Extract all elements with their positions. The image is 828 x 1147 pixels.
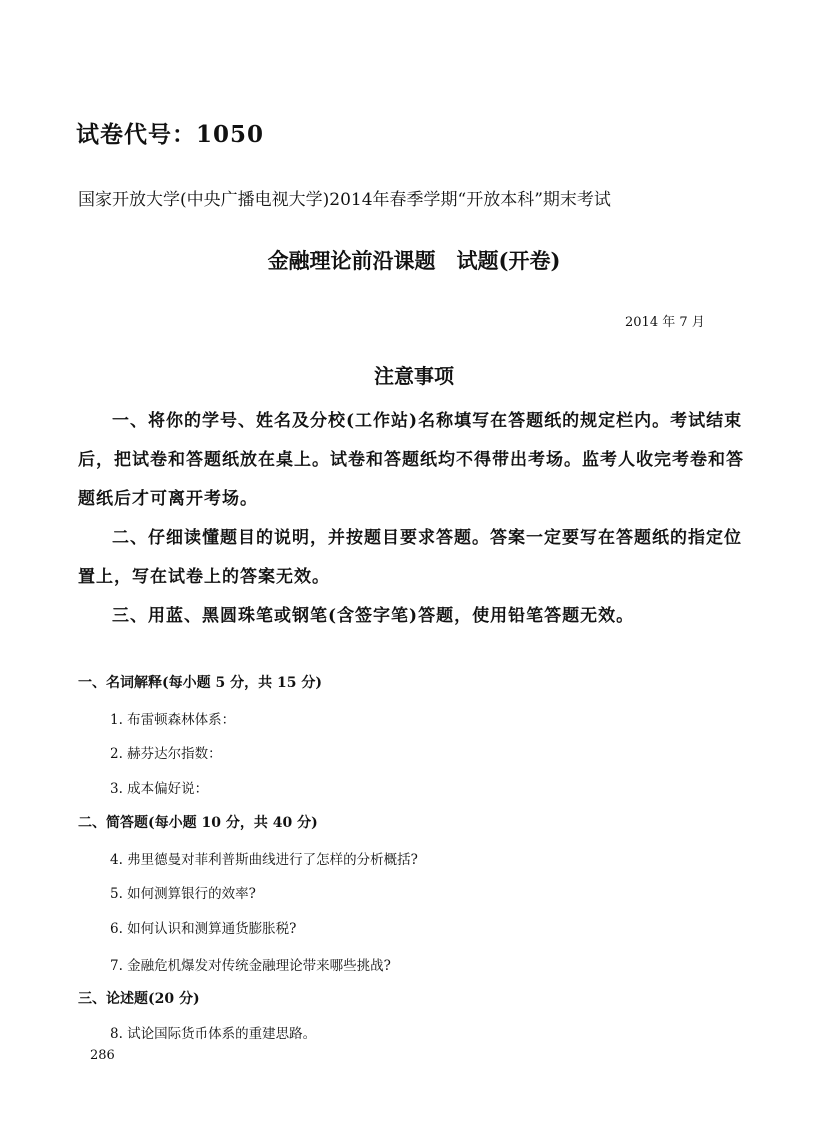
exam-code: 试卷代号：1050	[76, 121, 265, 148]
section-heading-terms: 一、名词解释(每小题 5 分，共 15 分)	[78, 675, 322, 691]
question-5: 5. 如何测算银行的效率?	[110, 886, 256, 902]
exam-title: 金融理论前沿课题 试题(开卷)	[267, 248, 561, 273]
question-4: 4. 弗里德曼对菲利普斯曲线进行了怎样的分析概括?	[110, 852, 418, 868]
exam-date: 2014 年 7 月	[625, 315, 705, 330]
section-heading-short-answer: 二、简答题(每小题 10 分，共 40 分)	[78, 815, 318, 831]
question-6: 6. 如何认识和测算通货膨胀税?	[110, 921, 297, 937]
question-1: 1. 布雷顿森林体系：	[110, 712, 236, 728]
page-number: 286	[90, 1048, 115, 1063]
question-3: 3. 成本偏好说：	[110, 781, 209, 797]
question-2: 2. 赫芬达尔指数：	[110, 746, 222, 762]
question-7: 7. 金融危机爆发对传统金融理论带来哪些挑战?	[110, 958, 391, 974]
question-8: 8. 试论国际货币体系的重建思路。	[110, 1026, 317, 1042]
notice-heading: 注意事项	[374, 364, 454, 388]
notice-item-2: 二、仔细读懂题目的说明，并按题目要求答题。答案一定要写在答题纸的指定位置上，写在试卷上的答案无效。	[78, 528, 742, 587]
notice-item-1: 一、将你的学号、姓名及分校(工作站)名称填写在答题纸的规定栏内。考试结束后，把试卷和答题纸放在桌上。试卷和答题纸均不得带出考场。监考人收完考卷和答题纸后才可离开考场。	[78, 411, 744, 509]
notice-item-3: 三、用蓝、黑圆珠笔或钢笔(含签字笔)答题，使用铅笔答题无效。	[112, 606, 635, 626]
section-heading-essay: 三、论述题(20 分)	[78, 991, 200, 1007]
school-exam-line: 国家开放大学(中央广播电视大学)2014年春季学期“开放本科”期末考试	[78, 190, 611, 210]
